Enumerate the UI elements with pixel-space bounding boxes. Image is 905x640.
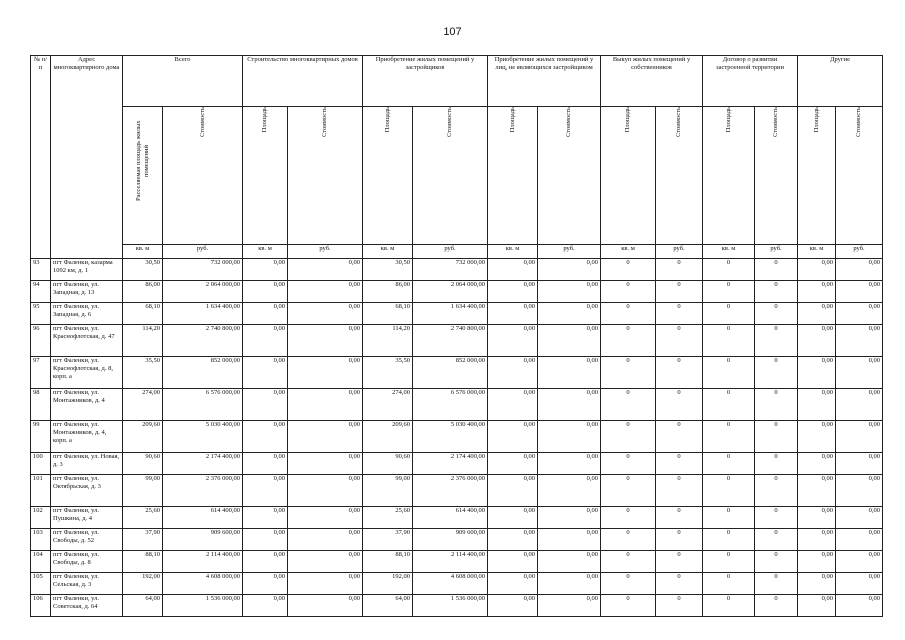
row-number: 99: [31, 421, 51, 453]
table-cell: 37,90: [123, 529, 163, 551]
header-group: Приобретение жилых помещений у лиц, не являющихся застройщиком: [488, 56, 601, 107]
table-cell: 0: [703, 281, 755, 303]
table-cell: 0,00: [798, 303, 836, 325]
table-cell: 0: [703, 421, 755, 453]
row-number: 104: [31, 551, 51, 573]
table-cell: 0,00: [836, 573, 883, 595]
table-header: [31, 56, 883, 259]
table-cell: 0: [703, 551, 755, 573]
table-row: [31, 259, 883, 281]
table-cell: 0: [755, 507, 798, 529]
table-cell: 0: [703, 389, 755, 421]
table-cell: 192,00: [123, 573, 163, 595]
table-cell: 0: [703, 529, 755, 551]
table-cell: 0,00: [836, 281, 883, 303]
table-cell: 0,00: [288, 259, 363, 281]
header-group: Другие: [798, 56, 883, 107]
subheader-area: Площадь: [508, 107, 516, 133]
table-cell: 4 608 000,00: [413, 573, 488, 595]
header-group: Приобретение жилых помещений у застройщиков: [363, 56, 488, 107]
table-cell: 0,00: [288, 529, 363, 551]
table-cell: 0,00: [836, 529, 883, 551]
header-address: Адрес многоквартирного дома: [51, 56, 123, 259]
table-cell: 0,00: [288, 595, 363, 617]
table-cell: 0,00: [836, 551, 883, 573]
table-cell: 0: [601, 529, 656, 551]
row-number: 93: [31, 259, 51, 281]
page-number: 107: [443, 26, 462, 38]
table-cell: 614 400,00: [413, 507, 488, 529]
table-cell: 0,00: [798, 357, 836, 389]
unit-cell: кв. м: [703, 245, 755, 259]
subheader-cell: [656, 107, 703, 245]
table-cell: 0: [601, 421, 656, 453]
table-cell: 4 608 000,00: [163, 573, 243, 595]
subheader-area: Площадь: [383, 107, 391, 133]
table-cell: 0,00: [243, 595, 288, 617]
row-number: 106: [31, 595, 51, 617]
table-cell: 852 000,00: [413, 357, 488, 389]
table-cell: 25,60: [363, 507, 413, 529]
table-cell: 0,00: [538, 529, 601, 551]
table-row: [31, 357, 883, 389]
table-cell: 0: [601, 389, 656, 421]
table-cell: 0,00: [488, 529, 538, 551]
row-address: пгт Фаленки, ул. Краснофлотская, д. 8, корп. а: [51, 357, 123, 389]
table-cell: 0: [755, 389, 798, 421]
subheader-cell: [538, 107, 601, 245]
table-cell: 0,00: [538, 325, 601, 357]
table-cell: 0,00: [836, 421, 883, 453]
table-cell: 99,00: [123, 475, 163, 507]
unit-cell: кв. м: [488, 245, 538, 259]
table-cell: 852 000,00: [163, 357, 243, 389]
table-cell: 274,00: [123, 389, 163, 421]
table-cell: 0,00: [243, 529, 288, 551]
table-cell: 209,60: [363, 421, 413, 453]
table-cell: 0: [703, 507, 755, 529]
row-address: пгт Фаленки, ул. Октябрьская, д. 3: [51, 475, 123, 507]
table-cell: 0,00: [288, 453, 363, 475]
table-cell: 0,00: [243, 325, 288, 357]
table-cell: 0: [755, 595, 798, 617]
table-cell: 0,00: [243, 507, 288, 529]
table-cell: 0,00: [288, 303, 363, 325]
table-cell: 90,60: [363, 453, 413, 475]
table-cell: 64,00: [363, 595, 413, 617]
subheader-area: Площадь: [624, 107, 632, 133]
table-cell: 2 114 400,00: [413, 551, 488, 573]
table-cell: 0: [755, 303, 798, 325]
table-cell: 86,00: [123, 281, 163, 303]
table-cell: 0,00: [288, 507, 363, 529]
subheader-cell: [243, 107, 288, 245]
table-cell: 0,00: [243, 303, 288, 325]
unit-cell: кв. м: [123, 245, 163, 259]
table-cell: 0: [755, 475, 798, 507]
table-cell: 2 174 400,00: [413, 453, 488, 475]
subheader-cost: Стоимость: [675, 107, 683, 137]
table-cell: 88,10: [123, 551, 163, 573]
table-row: [31, 475, 883, 507]
subheader-area-total: Расселяемая площадь жилых помещений: [134, 120, 150, 202]
table-cell: 68,10: [363, 303, 413, 325]
table-cell: 209,60: [123, 421, 163, 453]
table-cell: 2 174 400,00: [163, 453, 243, 475]
table-cell: 0,00: [488, 573, 538, 595]
table-row: [31, 595, 883, 617]
table-cell: 6 576 000,00: [413, 389, 488, 421]
table-row: [31, 507, 883, 529]
table-row: [31, 281, 883, 303]
table-cell: 0,00: [798, 453, 836, 475]
table-cell: 0: [601, 453, 656, 475]
table-cell: 0,00: [288, 325, 363, 357]
table-cell: 0: [601, 551, 656, 573]
table-cell: 0,00: [488, 303, 538, 325]
table-body: [31, 259, 883, 617]
table-cell: 0: [656, 453, 703, 475]
table-cell: 0,00: [488, 357, 538, 389]
row-address: пгт Фаленки, ул. Сельская, д. 3: [51, 573, 123, 595]
table-cell: 0,00: [798, 507, 836, 529]
table-cell: 90,60: [123, 453, 163, 475]
table-cell: 0,00: [798, 573, 836, 595]
subheader-cell: [798, 107, 836, 245]
table-cell: 2 064 000,00: [413, 281, 488, 303]
table-cell: 0,00: [488, 475, 538, 507]
subheader-cell: [288, 107, 363, 245]
table-cell: 0,00: [836, 453, 883, 475]
table-cell: 0,00: [538, 421, 601, 453]
table-row: [31, 303, 883, 325]
table-cell: 0: [656, 303, 703, 325]
table-cell: 0: [601, 357, 656, 389]
table-cell: 0,00: [538, 475, 601, 507]
table-row: [31, 325, 883, 357]
subheader-cell: [755, 107, 798, 245]
table-cell: 0: [601, 325, 656, 357]
table-cell: 0,00: [538, 281, 601, 303]
table-cell: 0: [703, 475, 755, 507]
table-row: [31, 421, 883, 453]
subheader-cell: [413, 107, 488, 245]
table-cell: 0,00: [798, 389, 836, 421]
table-cell: 0,00: [243, 421, 288, 453]
table-cell: 0,00: [836, 595, 883, 617]
table-cell: 0: [755, 529, 798, 551]
table-cell: 0,00: [243, 259, 288, 281]
table-cell: 0,00: [798, 259, 836, 281]
table-cell: 35,50: [363, 357, 413, 389]
table-cell: 0: [601, 507, 656, 529]
row-number: 96: [31, 325, 51, 357]
table-cell: 0: [601, 259, 656, 281]
table-cell: 0,00: [538, 507, 601, 529]
table-cell: 0,00: [488, 595, 538, 617]
unit-cell: кв. м: [243, 245, 288, 259]
table-cell: 0,00: [488, 325, 538, 357]
header-group: Строительство многоквартирных домов: [243, 56, 363, 107]
table-cell: 114,20: [123, 325, 163, 357]
unit-cell: кв. м: [798, 245, 836, 259]
table-cell: 0: [755, 453, 798, 475]
table-cell: 0,00: [538, 551, 601, 573]
subheader-cost: Стоимость: [198, 107, 206, 137]
table-cell: 0,00: [538, 303, 601, 325]
table-cell: 732 000,00: [163, 259, 243, 281]
table-cell: 1 536 000,00: [413, 595, 488, 617]
table-cell: 0: [703, 259, 755, 281]
table-cell: 0,00: [243, 453, 288, 475]
unit-cell: кв. м: [601, 245, 656, 259]
subheader-cell: [703, 107, 755, 245]
table-row: [31, 551, 883, 573]
table-cell: 1 536 000,00: [163, 595, 243, 617]
table-cell: 86,00: [363, 281, 413, 303]
table-cell: 0,00: [798, 551, 836, 573]
table-cell: 0: [601, 573, 656, 595]
table-cell: 0,00: [243, 551, 288, 573]
table-cell: 0: [656, 259, 703, 281]
unit-cell: руб.: [538, 245, 601, 259]
table-row: [31, 573, 883, 595]
table-cell: 0: [755, 573, 798, 595]
unit-cell: руб.: [755, 245, 798, 259]
subheader-cost: Стоимость: [565, 107, 573, 137]
table-cell: 0,00: [288, 281, 363, 303]
row-number: 95: [31, 303, 51, 325]
unit-cell: кв. м: [363, 245, 413, 259]
table-cell: 0,00: [488, 507, 538, 529]
subheader-area: Площадь: [724, 107, 732, 133]
table-cell: 68,10: [123, 303, 163, 325]
unit-cell: руб.: [163, 245, 243, 259]
row-number: 97: [31, 357, 51, 389]
table-cell: 0: [656, 529, 703, 551]
row-number: 98: [31, 389, 51, 421]
table-cell: 6 576 000,00: [163, 389, 243, 421]
row-number: 105: [31, 573, 51, 595]
table-cell: 0,00: [836, 303, 883, 325]
table-cell: 0,00: [488, 453, 538, 475]
unit-cell: руб.: [288, 245, 363, 259]
table-cell: 2 740 800,00: [413, 325, 488, 357]
row-address: пгт Фаленки, ул. Советская, д. 64: [51, 595, 123, 617]
table-cell: 0,00: [538, 453, 601, 475]
row-address: пгт Фаленки, ул. Западная, д. 13: [51, 281, 123, 303]
table-cell: 909 600,00: [163, 529, 243, 551]
table-cell: 1 634 400,00: [163, 303, 243, 325]
table-cell: 0,00: [488, 389, 538, 421]
header-group: Всего: [123, 56, 243, 107]
table-cell: 0,00: [288, 389, 363, 421]
table-cell: 0,00: [488, 551, 538, 573]
table-cell: 0,00: [798, 281, 836, 303]
row-address: пгт Фаленки, ул. Западная, д. 6: [51, 303, 123, 325]
header-group: Договор о развитии застроенной территории: [703, 56, 798, 107]
table-cell: 25,60: [123, 507, 163, 529]
table-cell: 0,00: [798, 325, 836, 357]
table-cell: 0: [755, 357, 798, 389]
table-cell: 192,00: [363, 573, 413, 595]
table-cell: 88,10: [363, 551, 413, 573]
row-address: пгт Фаленки, ул. Свободы, д. 52: [51, 529, 123, 551]
table-cell: 0,00: [836, 475, 883, 507]
table-cell: 0: [755, 325, 798, 357]
table-cell: 0,00: [288, 573, 363, 595]
table-cell: 0,00: [243, 389, 288, 421]
subheader-cost: Стоимость: [446, 107, 454, 137]
table-cell: 0: [656, 551, 703, 573]
header-group: Выкуп жилых помещений у собственников: [601, 56, 703, 107]
subheader-cell: [363, 107, 413, 245]
table-row: [31, 529, 883, 551]
table-cell: 0,00: [488, 281, 538, 303]
subheader-cost: Стоимость: [855, 107, 863, 137]
row-address: пгт Фаленки, ул. Краснофлотская, д. 47: [51, 325, 123, 357]
table-cell: 909 600,00: [413, 529, 488, 551]
table-cell: 0: [703, 357, 755, 389]
table-cell: 0,00: [798, 421, 836, 453]
table-cell: 0,00: [798, 475, 836, 507]
table-cell: 0: [755, 281, 798, 303]
table-cell: 0: [703, 303, 755, 325]
subheader-cell: [163, 107, 243, 245]
table-cell: 0,00: [538, 357, 601, 389]
table-cell: 2 064 000,00: [163, 281, 243, 303]
table-cell: 0,00: [538, 259, 601, 281]
table-cell: 0,00: [836, 507, 883, 529]
table-cell: 0: [755, 421, 798, 453]
table-cell: 2 740 800,00: [163, 325, 243, 357]
table-cell: 37,90: [363, 529, 413, 551]
table-cell: 0,00: [836, 325, 883, 357]
table-cell: 0: [656, 389, 703, 421]
row-number: 103: [31, 529, 51, 551]
table-cell: 0: [601, 475, 656, 507]
table-cell: 0: [755, 551, 798, 573]
table-cell: 0,00: [836, 357, 883, 389]
table-cell: 0: [656, 325, 703, 357]
table-cell: 0: [601, 303, 656, 325]
row-number: 94: [31, 281, 51, 303]
table-cell: 0: [656, 573, 703, 595]
subheader-cell: [123, 107, 163, 245]
table-cell: 35,50: [123, 357, 163, 389]
row-address: пгт Фаленки, ул. Монтажников, д. 4, корп. а: [51, 421, 123, 453]
table-cell: 0: [656, 281, 703, 303]
unit-cell: руб.: [413, 245, 488, 259]
table-cell: 0,00: [243, 357, 288, 389]
table-cell: 30,50: [363, 259, 413, 281]
subheader-area: Площадь: [261, 107, 269, 133]
subheader-cell: [601, 107, 656, 245]
subheader-cost: Стоимость: [772, 107, 780, 137]
table-cell: 64,00: [123, 595, 163, 617]
row-number: 102: [31, 507, 51, 529]
table-cell: 0,00: [538, 595, 601, 617]
table-cell: 114,20: [363, 325, 413, 357]
row-address: пгт Фаленки, казарма 1092 км, д. 1: [51, 259, 123, 281]
table-cell: 0,00: [288, 357, 363, 389]
resettlement-table: [30, 55, 883, 617]
table-cell: 0: [703, 325, 755, 357]
subheader-cell: [836, 107, 883, 245]
table-cell: 732 000,00: [413, 259, 488, 281]
table-cell: 0: [656, 357, 703, 389]
unit-cell: руб.: [656, 245, 703, 259]
table-cell: 5 030 400,00: [163, 421, 243, 453]
row-address: пгт Фаленки, ул. Свободы, д. 8: [51, 551, 123, 573]
table-cell: 2 114 400,00: [163, 551, 243, 573]
table-cell: 2 376 000,00: [413, 475, 488, 507]
table-cell: 0,00: [538, 389, 601, 421]
table-cell: 0,00: [243, 475, 288, 507]
table-cell: 0: [755, 259, 798, 281]
table-cell: 274,00: [363, 389, 413, 421]
table-cell: 0,00: [243, 573, 288, 595]
header-num: № п/п: [31, 56, 51, 259]
table-cell: 0: [656, 507, 703, 529]
table-cell: 0: [703, 573, 755, 595]
unit-cell: руб.: [836, 245, 883, 259]
row-address: пгт Фаленки, ул. Новая, д. 3: [51, 453, 123, 475]
table-cell: 0,00: [836, 389, 883, 421]
table-cell: 30,50: [123, 259, 163, 281]
table-cell: 0: [703, 453, 755, 475]
table-cell: 5 030 400,00: [413, 421, 488, 453]
table-row: [31, 453, 883, 475]
table-cell: 0,00: [538, 573, 601, 595]
table-cell: 99,00: [363, 475, 413, 507]
table-cell: 0,00: [488, 259, 538, 281]
table-cell: 614 400,00: [163, 507, 243, 529]
table-cell: 0,00: [288, 551, 363, 573]
table-cell: 0,00: [243, 281, 288, 303]
row-number: 101: [31, 475, 51, 507]
table-row: [31, 389, 883, 421]
table-cell: 2 376 000,00: [163, 475, 243, 507]
table-cell: 0: [656, 595, 703, 617]
row-address: пгт Фаленки, ул. Монтажников, д. 4: [51, 389, 123, 421]
table-cell: 0: [601, 281, 656, 303]
row-number: 100: [31, 453, 51, 475]
table-cell: 0,00: [798, 595, 836, 617]
subheader-cell: [488, 107, 538, 245]
table-cell: 0,00: [288, 475, 363, 507]
table-cell: 0: [656, 421, 703, 453]
table-cell: 1 634 400,00: [413, 303, 488, 325]
subheader-area: Площадь: [812, 107, 820, 133]
table-cell: 0: [656, 475, 703, 507]
table-cell: 0,00: [798, 529, 836, 551]
table-cell: 0: [601, 595, 656, 617]
table-cell: 0,00: [488, 421, 538, 453]
table-cell: 0,00: [288, 421, 363, 453]
subheader-cost: Стоимость: [321, 107, 329, 137]
row-address: пгт Фаленки, ул. Пушкина, д. 4: [51, 507, 123, 529]
table-cell: 0,00: [836, 259, 883, 281]
table-cell: 0: [703, 595, 755, 617]
